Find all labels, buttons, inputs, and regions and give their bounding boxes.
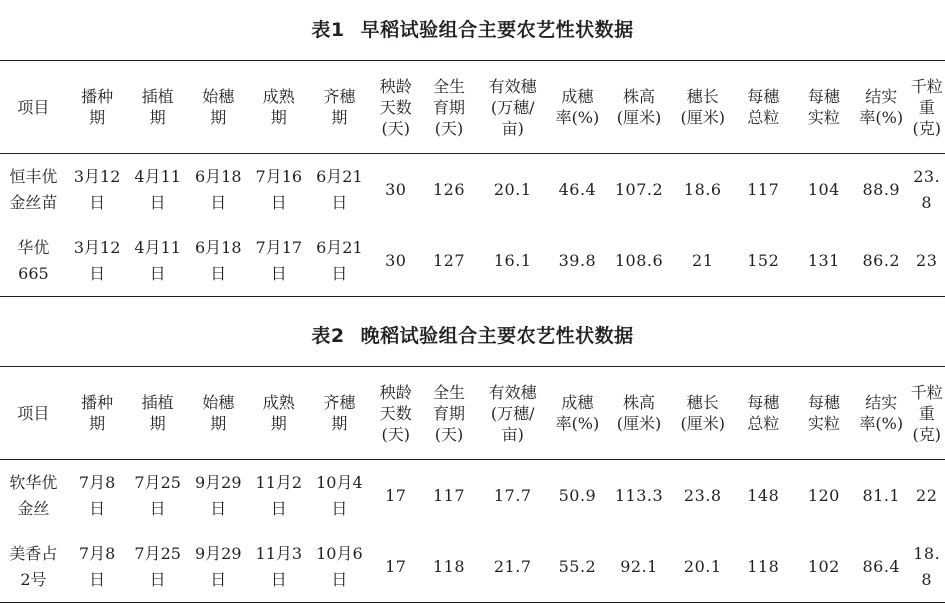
cell-line: 日 bbox=[210, 264, 227, 283]
table-cell: 104 bbox=[807, 180, 840, 199]
cell-line: (天) bbox=[381, 118, 410, 138]
row-label-cell bbox=[0, 532, 67, 603]
cell-line: 7月8 bbox=[78, 544, 116, 563]
column-header bbox=[188, 61, 249, 154]
table-cell: 86.4 bbox=[862, 557, 901, 576]
column-header bbox=[672, 367, 733, 460]
table1-caption-title: 早稻试验组合主要农艺性状数据 bbox=[360, 19, 634, 41]
cell-line: 6月18 bbox=[194, 167, 242, 186]
table-cell: 113.3 bbox=[614, 486, 664, 505]
table-cell: 21.7 bbox=[493, 557, 532, 576]
cell-line: 日 bbox=[149, 264, 166, 283]
table-cell: 30 bbox=[385, 180, 407, 199]
table-cell bbox=[188, 226, 249, 297]
cell-line: 金丝苗 bbox=[9, 193, 58, 212]
column-header bbox=[0, 61, 67, 154]
cell-line: 期 bbox=[149, 414, 166, 433]
column-header bbox=[309, 367, 370, 460]
cell-line: 齐穗 bbox=[323, 393, 356, 412]
cell-line: 播种 bbox=[81, 393, 114, 412]
cell-line: (天) bbox=[434, 118, 464, 138]
cell-line: 3月12 bbox=[73, 167, 121, 186]
cell-line: 期 bbox=[270, 108, 287, 127]
cell-line: 7月16 bbox=[255, 167, 303, 186]
cell-line: 全生 bbox=[432, 76, 465, 96]
row-label-cell bbox=[0, 154, 67, 227]
row-label-cell bbox=[0, 226, 67, 297]
table-cell: 88.9 bbox=[862, 180, 901, 199]
table-cell bbox=[309, 532, 370, 603]
table-cell: 21 bbox=[692, 251, 714, 270]
cell-line: 9月29 bbox=[194, 473, 242, 492]
table-cell: 117 bbox=[432, 486, 466, 505]
cell-line: 育期 bbox=[432, 97, 465, 117]
table-cell bbox=[127, 532, 188, 603]
cell-line: (天) bbox=[434, 424, 464, 444]
cell-line: 7月8 bbox=[78, 473, 116, 492]
cell-line: 7月17 bbox=[255, 238, 303, 257]
cell-line: 期 bbox=[270, 414, 287, 433]
table-cell bbox=[127, 154, 188, 227]
cell-line: 每穗 bbox=[807, 393, 840, 412]
cell-line: 亩) bbox=[501, 424, 524, 444]
cell-line: 日 bbox=[89, 499, 106, 518]
cell-line: 天数 bbox=[379, 97, 412, 117]
cell-line: 结实 bbox=[865, 393, 898, 412]
cell-line: 千粒 bbox=[910, 382, 943, 402]
column-header bbox=[67, 367, 128, 460]
cell-line: 11月3 bbox=[255, 544, 303, 563]
cell-line: 实粒 bbox=[807, 414, 840, 433]
column-header bbox=[0, 367, 67, 460]
table-cell: 18.8 bbox=[913, 544, 941, 589]
cell-line: 穗长 bbox=[686, 87, 719, 106]
cell-line: 株高 bbox=[623, 87, 656, 106]
column-header bbox=[794, 367, 855, 460]
column-header bbox=[249, 367, 310, 460]
table-cell: 23 bbox=[916, 251, 938, 270]
cell-line: 日 bbox=[210, 193, 227, 212]
table-cell: 148 bbox=[747, 486, 780, 505]
cell-line: (万穗/ bbox=[490, 97, 535, 117]
cell-line: (厘米) bbox=[680, 108, 725, 127]
cell-line: 秧龄 bbox=[379, 76, 412, 96]
table1-body bbox=[0, 154, 945, 297]
cell-line: 期 bbox=[210, 108, 227, 127]
cell-line: 日 bbox=[331, 264, 348, 283]
table-row bbox=[0, 154, 945, 227]
table-cell: 17.7 bbox=[493, 486, 532, 505]
table-cell bbox=[309, 154, 370, 227]
table-cell: 107.2 bbox=[614, 180, 664, 199]
table-cell: 118 bbox=[747, 557, 780, 576]
table1-header-row bbox=[0, 61, 945, 154]
table2-body bbox=[0, 460, 945, 603]
column-header bbox=[370, 61, 422, 154]
table-cell bbox=[67, 460, 128, 533]
cell-line: 金丝 bbox=[17, 499, 50, 518]
cell-line: 有效穗 bbox=[488, 382, 537, 402]
cell-line: 2号 bbox=[20, 570, 47, 589]
cell-line: 始穗 bbox=[202, 87, 235, 106]
cell-line: (天) bbox=[381, 424, 410, 444]
cell-line: 10月6 bbox=[316, 544, 363, 563]
column-header bbox=[422, 61, 476, 154]
column-header bbox=[606, 61, 673, 154]
cell-line: 华优 bbox=[17, 238, 50, 257]
cell-line: 每穗 bbox=[807, 87, 840, 106]
cell-line: 日 bbox=[270, 193, 287, 212]
cell-line: 7月25 bbox=[134, 473, 181, 492]
cell-line: 3月12 bbox=[73, 238, 121, 257]
table-cell: 102 bbox=[807, 557, 840, 576]
cell-line: (厘米) bbox=[616, 108, 662, 127]
table2 bbox=[0, 366, 945, 603]
cell-line: 日 bbox=[149, 570, 166, 589]
table-cell bbox=[249, 460, 310, 533]
table-cell: 23.8 bbox=[683, 486, 722, 505]
table-cell: 81.1 bbox=[862, 486, 901, 505]
cell-line: 4月11 bbox=[134, 167, 181, 186]
cell-line: 插植 bbox=[141, 87, 174, 106]
column-header bbox=[370, 367, 422, 460]
cell-line: 日 bbox=[270, 499, 287, 518]
cell-line: 期 bbox=[210, 414, 227, 433]
cell-line: 日 bbox=[210, 570, 227, 589]
cell-line: 日 bbox=[149, 193, 166, 212]
cell-line: 每穗 bbox=[747, 393, 780, 412]
cell-line: 率(%) bbox=[555, 414, 600, 433]
cell-line: 美香占 bbox=[9, 544, 58, 563]
table-cell: 39.8 bbox=[558, 251, 597, 270]
table-cell: 86.2 bbox=[862, 251, 901, 270]
cell-line: 项目 bbox=[17, 403, 50, 423]
cell-line: 实粒 bbox=[807, 108, 840, 127]
cell-line: 结实 bbox=[865, 87, 898, 106]
table-cell: 92.1 bbox=[620, 557, 658, 576]
table-cell bbox=[188, 154, 249, 227]
column-header bbox=[422, 367, 476, 460]
cell-line: 恒丰优 bbox=[9, 167, 58, 186]
cell-line: 9月29 bbox=[194, 544, 242, 563]
table2-caption-number: 表2 bbox=[311, 325, 345, 347]
column-header bbox=[549, 367, 605, 460]
table-cell: 23.8 bbox=[913, 167, 941, 212]
cell-line: 665 bbox=[18, 264, 49, 283]
row-label-cell bbox=[0, 460, 67, 533]
column-header bbox=[188, 367, 249, 460]
table-cell: 16.1 bbox=[493, 251, 532, 270]
table-row bbox=[0, 226, 945, 297]
table-cell: 30 bbox=[385, 251, 407, 270]
cell-line: 期 bbox=[331, 414, 348, 433]
table-cell: 18.6 bbox=[683, 180, 722, 199]
cell-line: 日 bbox=[89, 193, 106, 212]
table-cell: 127 bbox=[432, 251, 466, 270]
cell-line: 穗长 bbox=[686, 393, 719, 412]
table1-caption bbox=[0, 0, 945, 60]
column-header bbox=[549, 61, 605, 154]
cell-line: 6月21 bbox=[316, 238, 363, 257]
cell-line: (万穗/ bbox=[490, 403, 535, 423]
cell-line: 软华优 bbox=[9, 473, 58, 492]
cell-line: 日 bbox=[210, 499, 227, 518]
cell-line: 千粒 bbox=[910, 76, 943, 96]
table-cell bbox=[249, 154, 310, 227]
table-cell bbox=[67, 154, 128, 227]
cell-line: 11月2 bbox=[255, 473, 303, 492]
table-cell bbox=[249, 532, 310, 603]
column-header bbox=[476, 61, 549, 154]
column-header bbox=[854, 367, 908, 460]
table-cell bbox=[127, 226, 188, 297]
cell-line: 秧龄 bbox=[379, 382, 412, 402]
cell-line: (厘米) bbox=[616, 414, 662, 433]
cell-line: 7月25 bbox=[134, 544, 181, 563]
column-header bbox=[908, 61, 945, 154]
table-cell: 20.1 bbox=[493, 180, 532, 199]
table-cell bbox=[309, 226, 370, 297]
table-cell: 120 bbox=[807, 486, 840, 505]
cell-line: 10月4 bbox=[316, 473, 363, 492]
table2-caption bbox=[0, 306, 945, 366]
cell-line: 日 bbox=[331, 499, 348, 518]
table1-block bbox=[0, 0, 945, 297]
column-header bbox=[67, 61, 128, 154]
cell-line: 株高 bbox=[623, 393, 656, 412]
cell-line: 成熟 bbox=[262, 87, 295, 106]
table-cell: 20.1 bbox=[683, 557, 722, 576]
table-cell: 17 bbox=[385, 557, 407, 576]
table-cell bbox=[67, 532, 128, 603]
cell-line: 率(%) bbox=[555, 108, 600, 127]
cell-line: 6月18 bbox=[194, 238, 242, 257]
table-cell: 117 bbox=[747, 180, 780, 199]
cell-line: 成熟 bbox=[262, 393, 295, 412]
table-cell: 126 bbox=[432, 180, 466, 199]
table-cell: 17 bbox=[385, 486, 407, 505]
cell-line: 重(克) bbox=[912, 403, 941, 444]
table-cell: 118 bbox=[432, 557, 466, 576]
table-cell bbox=[127, 460, 188, 533]
table1 bbox=[0, 60, 945, 297]
table-cell bbox=[249, 226, 310, 297]
table2-block bbox=[0, 306, 945, 603]
table2-caption-title: 晚稻试验组合主要农艺性状数据 bbox=[360, 325, 634, 347]
cell-line: (厘米) bbox=[680, 414, 725, 433]
cell-line: 天数 bbox=[379, 403, 412, 423]
table-cell: 55.2 bbox=[558, 557, 597, 576]
cell-line: 始穗 bbox=[202, 393, 235, 412]
table1-caption-number: 表1 bbox=[311, 19, 345, 41]
column-header bbox=[127, 367, 188, 460]
cell-line: 4月11 bbox=[134, 238, 181, 257]
cell-line: 总粒 bbox=[747, 414, 780, 433]
cell-line: 期 bbox=[331, 108, 348, 127]
column-header bbox=[606, 367, 673, 460]
column-header bbox=[794, 61, 855, 154]
cell-line: 日 bbox=[270, 264, 287, 283]
cell-line: 日 bbox=[149, 499, 166, 518]
table-row bbox=[0, 532, 945, 603]
column-header bbox=[672, 61, 733, 154]
cell-line: 总粒 bbox=[747, 108, 780, 127]
cell-line: 每穗 bbox=[747, 87, 780, 106]
column-header bbox=[908, 367, 945, 460]
column-header bbox=[309, 61, 370, 154]
table-cell bbox=[309, 460, 370, 533]
cell-line: 亩) bbox=[501, 118, 524, 138]
cell-line: 日 bbox=[89, 570, 106, 589]
column-header bbox=[249, 61, 310, 154]
cell-line: 全生 bbox=[432, 382, 465, 402]
cell-line: 重(克) bbox=[912, 97, 941, 138]
table-cell: 152 bbox=[747, 251, 780, 270]
cell-line: 成穗 bbox=[561, 87, 594, 106]
cell-line: 育期 bbox=[432, 403, 465, 423]
table-cell: 22 bbox=[916, 486, 938, 505]
cell-line: 率(%) bbox=[859, 108, 904, 127]
column-header bbox=[733, 61, 794, 154]
column-header bbox=[127, 61, 188, 154]
cell-line: 期 bbox=[149, 108, 166, 127]
table-cell bbox=[188, 532, 249, 603]
table2-header-row bbox=[0, 367, 945, 460]
table-cell: 131 bbox=[807, 251, 840, 270]
cell-line: 齐穗 bbox=[323, 87, 356, 106]
cell-line: 项目 bbox=[17, 97, 50, 117]
table-cell bbox=[188, 460, 249, 533]
column-header bbox=[854, 61, 908, 154]
table-cell: 108.6 bbox=[614, 251, 664, 270]
column-header bbox=[733, 367, 794, 460]
cell-line: 成穗 bbox=[561, 393, 594, 412]
cell-line: 期 bbox=[89, 414, 106, 433]
cell-line: 播种 bbox=[81, 87, 114, 106]
cell-line: 率(%) bbox=[859, 414, 904, 433]
table-cell bbox=[67, 226, 128, 297]
cell-line: 期 bbox=[89, 108, 106, 127]
cell-line: 日 bbox=[331, 570, 348, 589]
table-cell: 46.4 bbox=[558, 180, 597, 199]
cell-line: 日 bbox=[89, 264, 106, 283]
cell-line: 6月21 bbox=[316, 167, 363, 186]
table-cell: 50.9 bbox=[558, 486, 597, 505]
table-row bbox=[0, 460, 945, 533]
column-header bbox=[476, 367, 549, 460]
cell-line: 日 bbox=[270, 570, 287, 589]
cell-line: 有效穗 bbox=[488, 76, 537, 96]
cell-line: 插植 bbox=[141, 393, 174, 412]
cell-line: 日 bbox=[331, 193, 348, 212]
